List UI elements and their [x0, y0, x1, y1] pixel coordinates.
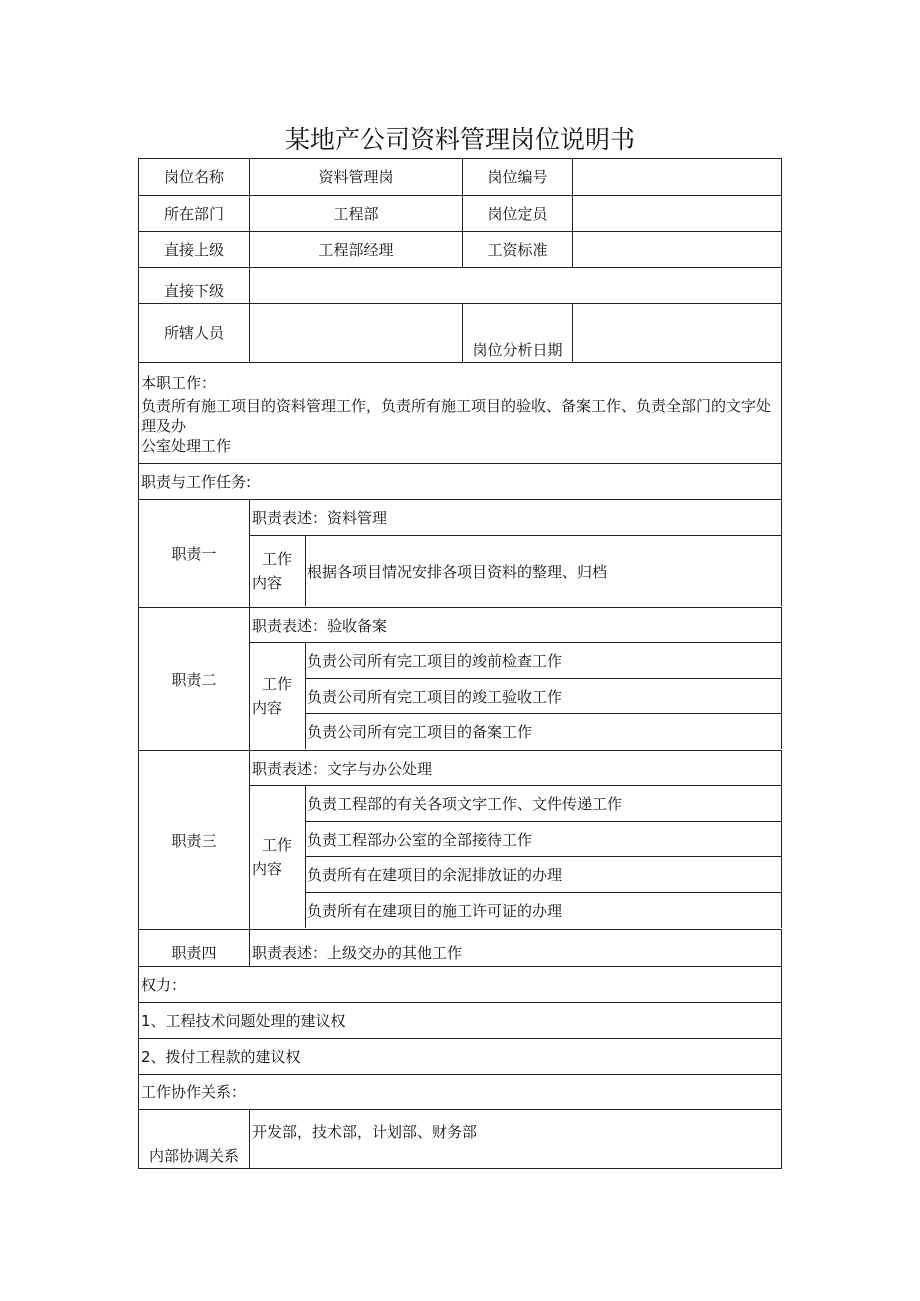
row-authority-1	[139, 1003, 782, 1039]
work-content-label-line1: 工作	[262, 550, 293, 568]
salary-value	[573, 232, 782, 267]
position-name-value: 资料管理岗	[250, 159, 463, 195]
core-work-cell	[139, 363, 782, 463]
authority-item: 2、拨付工程款的建议权	[139, 1039, 782, 1074]
work-item: 根据各项目情况安排各项目资料的整理、归档	[306, 536, 782, 606]
core-work-label: 本职工作：	[141, 374, 217, 392]
position-name-label: 岗位名称	[139, 159, 250, 195]
work-content-label-line1: 工作	[262, 836, 293, 854]
subordinate-value	[250, 268, 782, 303]
row-cooperation-label	[139, 1075, 782, 1110]
core-work-line2: 公室处理工作	[141, 437, 232, 455]
row-department	[139, 196, 782, 232]
work-item: 负责所有在建项目的余泥排放证的办理	[306, 857, 782, 893]
staff-label: 所辖人员	[139, 304, 250, 362]
work-item: 负责公司所有完工项目的备案工作	[306, 714, 782, 749]
position-code-value	[573, 159, 782, 195]
superior-label: 直接上级	[139, 232, 250, 267]
duty-desc: 职责表述：文字与办公处理	[250, 751, 782, 786]
superior-value: 工程部经理	[250, 232, 463, 267]
work-item: 负责工程部的有关各项文字工作、文件传递工作	[306, 786, 782, 822]
row-superior	[139, 232, 782, 268]
duty-name: 职责四	[139, 930, 250, 966]
duty-block-2	[139, 608, 782, 751]
duty-name: 职责一	[139, 500, 250, 607]
headcount-label: 岗位定员	[463, 196, 573, 231]
work-content-label-line2: 内容	[252, 574, 283, 592]
duty-block-1	[139, 500, 782, 608]
duty-block-4	[139, 930, 782, 967]
duty-desc: 职责表述：上级交办的其他工作	[250, 930, 782, 966]
work-content-label-line1: 工作	[262, 675, 293, 693]
headcount-value	[573, 196, 782, 231]
duty-name: 职责二	[139, 608, 250, 750]
row-position-name	[139, 159, 782, 196]
salary-label: 工资标准	[463, 232, 573, 267]
core-work-line1: 负责所有施工项目的资料管理工作，负责所有施工项目的验收、备案工作、负责全部门的文字处理及办	[141, 397, 772, 435]
subordinate-label: 直接下级	[139, 268, 250, 303]
duty-desc: 职责表述：资料管理	[250, 500, 782, 536]
row-staff	[139, 304, 782, 363]
internal-coordination-value: 开发部，技术部，计划部、财务部	[250, 1110, 782, 1168]
position-code-label: 岗位编号	[463, 159, 573, 195]
work-content-label-line2: 内容	[252, 860, 283, 878]
work-content-label	[250, 786, 306, 928]
row-authority-label	[139, 967, 782, 1003]
duty-block-3	[139, 751, 782, 930]
department-value: 工程部	[250, 196, 463, 231]
duty-name: 职责三	[139, 751, 250, 929]
work-content-label	[250, 536, 306, 606]
row-duties-label	[139, 464, 782, 500]
work-item: 负责工程部办公室的全部接待工作	[306, 822, 782, 857]
duty-desc: 职责表述：验收备案	[250, 608, 782, 643]
staff-value	[250, 304, 463, 362]
authority-item: 1、工程技术问题处理的建议权	[139, 1003, 782, 1038]
analysis-date-label: 岗位分析日期	[463, 304, 573, 362]
authority-label: 权力：	[139, 967, 782, 1002]
internal-coordination-label: 内部协调关系	[139, 1110, 250, 1168]
department-label: 所在部门	[139, 196, 250, 231]
page-title: 某地产公司资料管理岗位说明书	[284, 125, 635, 154]
work-item: 负责所有在建项目的施工许可证的办理	[306, 893, 782, 928]
row-authority-2	[139, 1039, 782, 1075]
job-description-table	[138, 158, 782, 1169]
duties-label: 职责与工作任务:	[139, 464, 782, 499]
work-content-label-line2: 内容	[252, 699, 283, 717]
analysis-date-value	[573, 304, 782, 362]
cooperation-label: 工作协作关系：	[139, 1075, 782, 1109]
row-subordinate	[139, 268, 782, 304]
row-internal-coordination	[139, 1110, 782, 1169]
work-content-label	[250, 643, 306, 749]
work-item: 负责公司所有完工项目的竣前检查工作	[306, 643, 782, 679]
row-core-work	[139, 363, 782, 464]
work-item: 负责公司所有完工项目的竣工验收工作	[306, 679, 782, 714]
